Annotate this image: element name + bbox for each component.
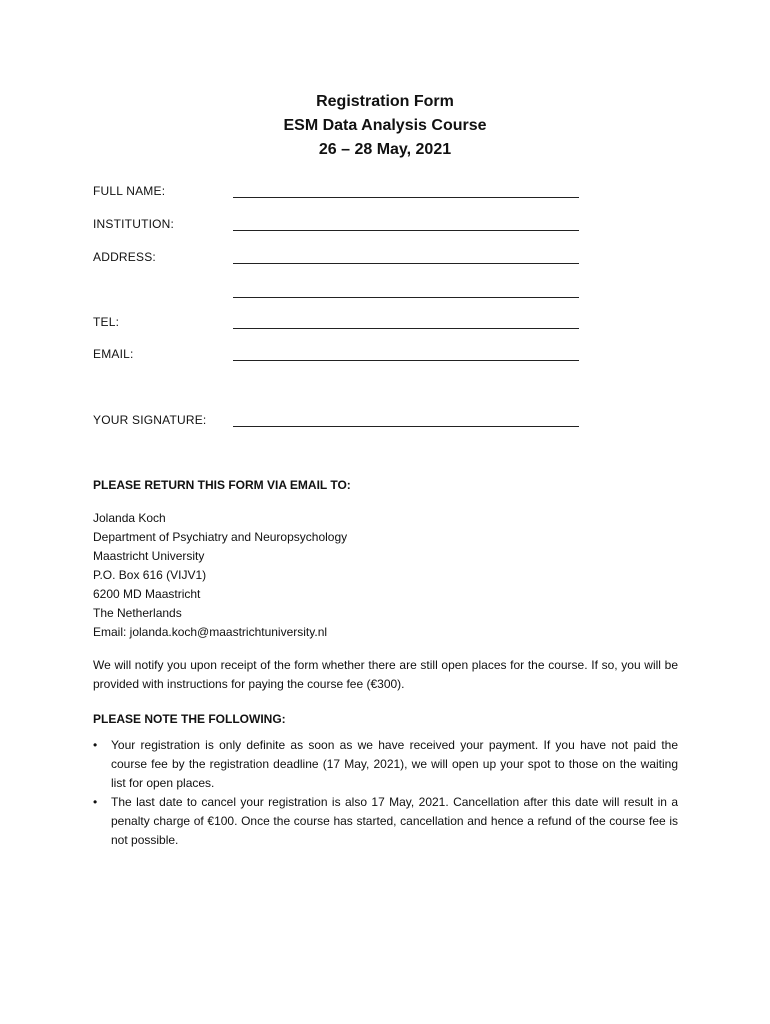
full-name-input-line[interactable] xyxy=(233,197,579,198)
institution-row xyxy=(93,217,583,237)
bullet-icon: • xyxy=(93,795,98,809)
signature-input-line[interactable] xyxy=(233,426,579,427)
address-input-line-2[interactable] xyxy=(233,297,579,298)
contact-email: Email: jolanda.koch@maastrichtuniversity.nl xyxy=(93,625,328,639)
institution-input-line[interactable] xyxy=(233,230,579,231)
course-title: ESM Data Analysis Course xyxy=(283,117,487,134)
note-heading: PLEASE NOTE THE FOLLOWING: xyxy=(93,712,286,726)
contact-country: The Netherlands xyxy=(93,606,182,620)
note-text: Your registration is only definite as soon as we have received your payment. If you have not paid the course fee by the registration deadline (17 May, 2021), we will open up your spot to those on the waiting list for open places. xyxy=(111,738,678,790)
email-row xyxy=(93,347,583,367)
note-text: The last date to cancel your registration is also 17 May, 2021. Cancellation after this date will result in a penalty charge of €100. Once the course has started, cancellation and hence a refund of the course fee is not possible. xyxy=(111,795,678,847)
bullet-icon: • xyxy=(93,738,98,752)
contact-name: Jolanda Koch xyxy=(93,511,166,525)
contact-address xyxy=(93,509,347,642)
address-row xyxy=(93,250,583,270)
signature-label: YOUR SIGNATURE: xyxy=(93,413,207,427)
contact-city: 6200 MD Maastricht xyxy=(93,587,201,601)
contact-university: Maastricht University xyxy=(93,549,205,563)
address-label: ADDRESS: xyxy=(93,250,156,264)
full-name-row xyxy=(93,184,583,204)
tel-row xyxy=(93,315,583,335)
address-row-2 xyxy=(93,284,583,304)
email-label: EMAIL: xyxy=(93,347,134,361)
contact-po-box: P.O. Box 616 (VIJV1) xyxy=(93,568,207,582)
notes-list xyxy=(93,736,678,850)
contact-department: Department of Psychiatry and Neuropsychology xyxy=(93,530,348,544)
full-name-label: FULL NAME: xyxy=(93,184,166,198)
address-input-line-1[interactable] xyxy=(233,263,579,264)
signature-row xyxy=(93,413,583,433)
email-input-line[interactable] xyxy=(233,360,579,361)
course-dates: 26 – 28 May, 2021 xyxy=(318,141,452,158)
list-item xyxy=(93,736,678,793)
tel-input-line[interactable] xyxy=(233,328,579,329)
institution-label: INSTITUTION: xyxy=(93,217,175,231)
form-title-block xyxy=(0,90,770,162)
form-title: Registration Form xyxy=(316,93,454,110)
notify-paragraph: We will notify you upon receipt of the form whether there are still open places for the course. If so, you will be provided with instructions for paying the course fee (€300). xyxy=(93,658,678,691)
list-item xyxy=(93,793,678,850)
tel-label: TEL: xyxy=(93,315,120,329)
return-heading: PLEASE RETURN THIS FORM VIA EMAIL TO: xyxy=(93,478,351,492)
